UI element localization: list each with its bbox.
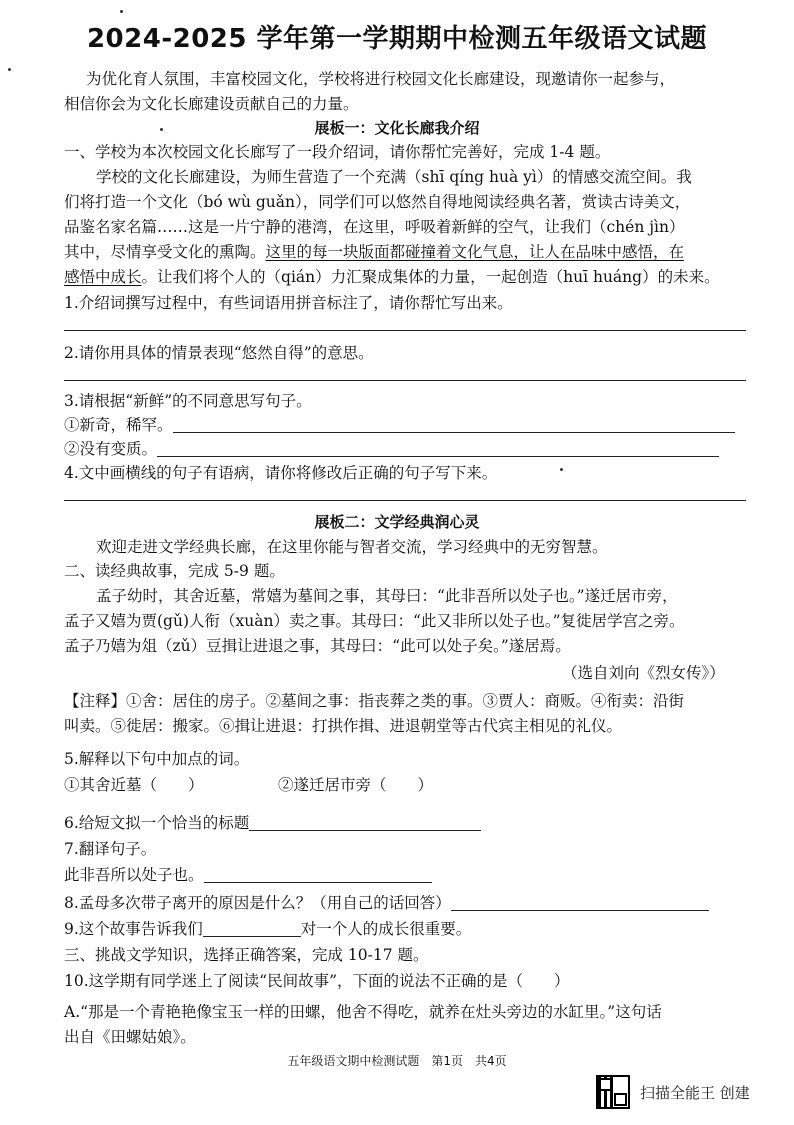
board2-welcome: 欢迎走进文学经典长廊，在这里你能与智者交流，学习经典中的无穷智慧。 — [96, 538, 608, 556]
scanner-watermark: 扫描全能王 创建 — [640, 1084, 750, 1102]
answer-line-q9[interactable] — [203, 920, 301, 937]
q9-prompt-start: 9.这个故事告诉我们 — [64, 920, 203, 938]
question-6 — [64, 812, 481, 834]
intro-line-2: 相信你会为文化长廊建设贡献自己的力量。 — [64, 95, 359, 113]
answer-line-q3-1[interactable] — [173, 416, 735, 433]
story-line-1: 孟子幼时，其舍近墓，常嬉为墓间之事，其母曰：“此非吾所以处子也。”遂迁居市旁， — [96, 587, 678, 605]
passage-line-2: 们将打造一个文化（bó wù guǎn），同学们可以悠然自得地阅读经典名著，赏读古诗美文， — [64, 193, 691, 211]
passage-line-1: 学校的文化长廊建设，为师生营造了一个充满（shī qíng huà yì）的情感交流空间。我 — [96, 168, 692, 186]
question-10-option-a-line-2: 出自《田螺姑娘》。 — [64, 1028, 196, 1046]
part2-instruction: 二、读经典故事，完成 5-9 题。 — [64, 562, 285, 580]
exam-title: 2024-2025 学年第一学期期中检测五年级语文试题 — [86, 24, 708, 54]
question-3-item-1 — [64, 414, 735, 436]
passage-line-4-start: 其中，尽情享受文化的熏陶。 — [64, 243, 266, 261]
underlined-sentence-part2: 感悟中成长 — [64, 268, 142, 286]
part3-instruction: 三、挑战文学知识，选择正确答案，完成 10-17 题。 — [64, 946, 429, 964]
passage-line-5-end: 。让我们将个人的（qián）力汇聚成集体的力量，一起创造（huī huáng）的未来。 — [141, 268, 720, 286]
story-line-3: 孟子乃嬉为俎（zǔ）豆揖让进退之事，其母曰：“此可以处子矣。”遂居焉。 — [64, 637, 571, 655]
scan-speck — [120, 10, 123, 13]
question-5-item-2[interactable]: ②遂迁居市旁（ ） — [278, 776, 434, 794]
story-line-2: 孟子又嬉为贾(gǔ)人衔（xuàn）卖之事。其母曰：“此又非所以处子也。”复徙居学宫之旁。 — [64, 612, 685, 630]
answer-line-q3-2[interactable] — [157, 440, 719, 457]
question-2: 2.请你用具体的情景表现“悠然自得”的意思。 — [64, 344, 374, 362]
answer-line-q8[interactable] — [451, 894, 709, 911]
scan-speck — [160, 128, 163, 131]
answer-line-q6[interactable] — [249, 814, 481, 831]
question-3: 3.请根据“新鲜”的不同意思写句子。 — [64, 392, 312, 410]
page-footer: 五年级语文期中检测试题 第1页 共4页 — [287, 1054, 507, 1068]
notes-line-1: 【注释】①舍：居住的房子。②墓间之事：指丧葬之类的事。③贾人：商贩。④衔卖：沿街 — [64, 692, 685, 710]
q3-meaning-1: ①新奇，稀罕。 — [64, 416, 173, 434]
answer-line-q7[interactable] — [204, 866, 432, 883]
passage-line-5 — [64, 266, 720, 288]
q9-prompt-end: 对一个人的成长很重要。 — [300, 920, 472, 938]
question-9 — [64, 918, 471, 940]
passage-line-3: 品鉴名家名篇……这是一片宁静的港湾，在这里，呼吸着新鲜的空气，让我们（chén jìn） — [64, 218, 685, 236]
answer-line-q4[interactable] — [64, 500, 746, 501]
question-1: 1.介绍词撰写过程中，有些词语用拼音标注了，请你帮忙写出来。 — [64, 294, 513, 312]
underlined-sentence-part1: 这里的每一块版面都碰撞着文化气息，让人在品味中感悟，在 — [265, 243, 685, 261]
q7-sentence: 此非吾所以处子也。 — [64, 866, 204, 884]
qr-code-icon — [596, 1075, 630, 1109]
question-7: 7.翻译句子。 — [64, 840, 157, 858]
passage-line-4 — [64, 241, 684, 263]
answer-line-q1[interactable] — [64, 330, 746, 331]
question-10: 10.这学期有同学迷上了阅读“民间故事”，下面的说法不正确的是（ ） — [64, 972, 570, 990]
q6-prompt: 6.给短文拟一个恰当的标题 — [64, 814, 250, 832]
intro-line-1: 为优化育人氛围，丰富校园文化，学校将进行校园文化长廊建设，现邀请你一起参与， — [86, 70, 676, 88]
question-3-item-2 — [64, 438, 719, 460]
part1-instruction: 一、学校为本次校园文化长廊写了一段介绍词，请你帮忙完善好，完成 1-4 题。 — [64, 143, 611, 161]
question-5: 5.解释以下句中加点的词。 — [64, 750, 250, 768]
scan-speck — [8, 68, 11, 71]
question-5-item-1[interactable]: ①其舍近墓（ ） — [64, 776, 204, 794]
scan-speck — [560, 468, 563, 471]
board1-heading: 展板一：文化长廊我介绍 — [314, 119, 480, 137]
question-8 — [64, 892, 709, 914]
question-10-option-a-line-1: A.“那是一个青艳艳像宝玉一样的田螺，他舍不得吃，就养在灶头旁边的水缸里。”这句话 — [64, 1003, 662, 1021]
board2-heading: 展板二：文学经典润心灵 — [314, 513, 480, 531]
answer-line-q2[interactable] — [64, 380, 746, 381]
question-7-sentence — [64, 864, 432, 886]
story-source: （选自刘向《烈女传》） — [562, 664, 725, 682]
question-4: 4.文中画横线的句子有语病，请你将修改后正确的句子写下来。 — [64, 464, 498, 482]
notes-line-2: 叫卖。⑤徙居：搬家。⑥揖让进退：打拱作揖、进退朝堂等古代宾主相见的礼仪。 — [64, 717, 623, 735]
q3-meaning-2: ②没有变质。 — [64, 440, 158, 458]
q8-prompt: 8.孟母多次带子离开的原因是什么？（用自己的话回答） — [64, 894, 451, 912]
